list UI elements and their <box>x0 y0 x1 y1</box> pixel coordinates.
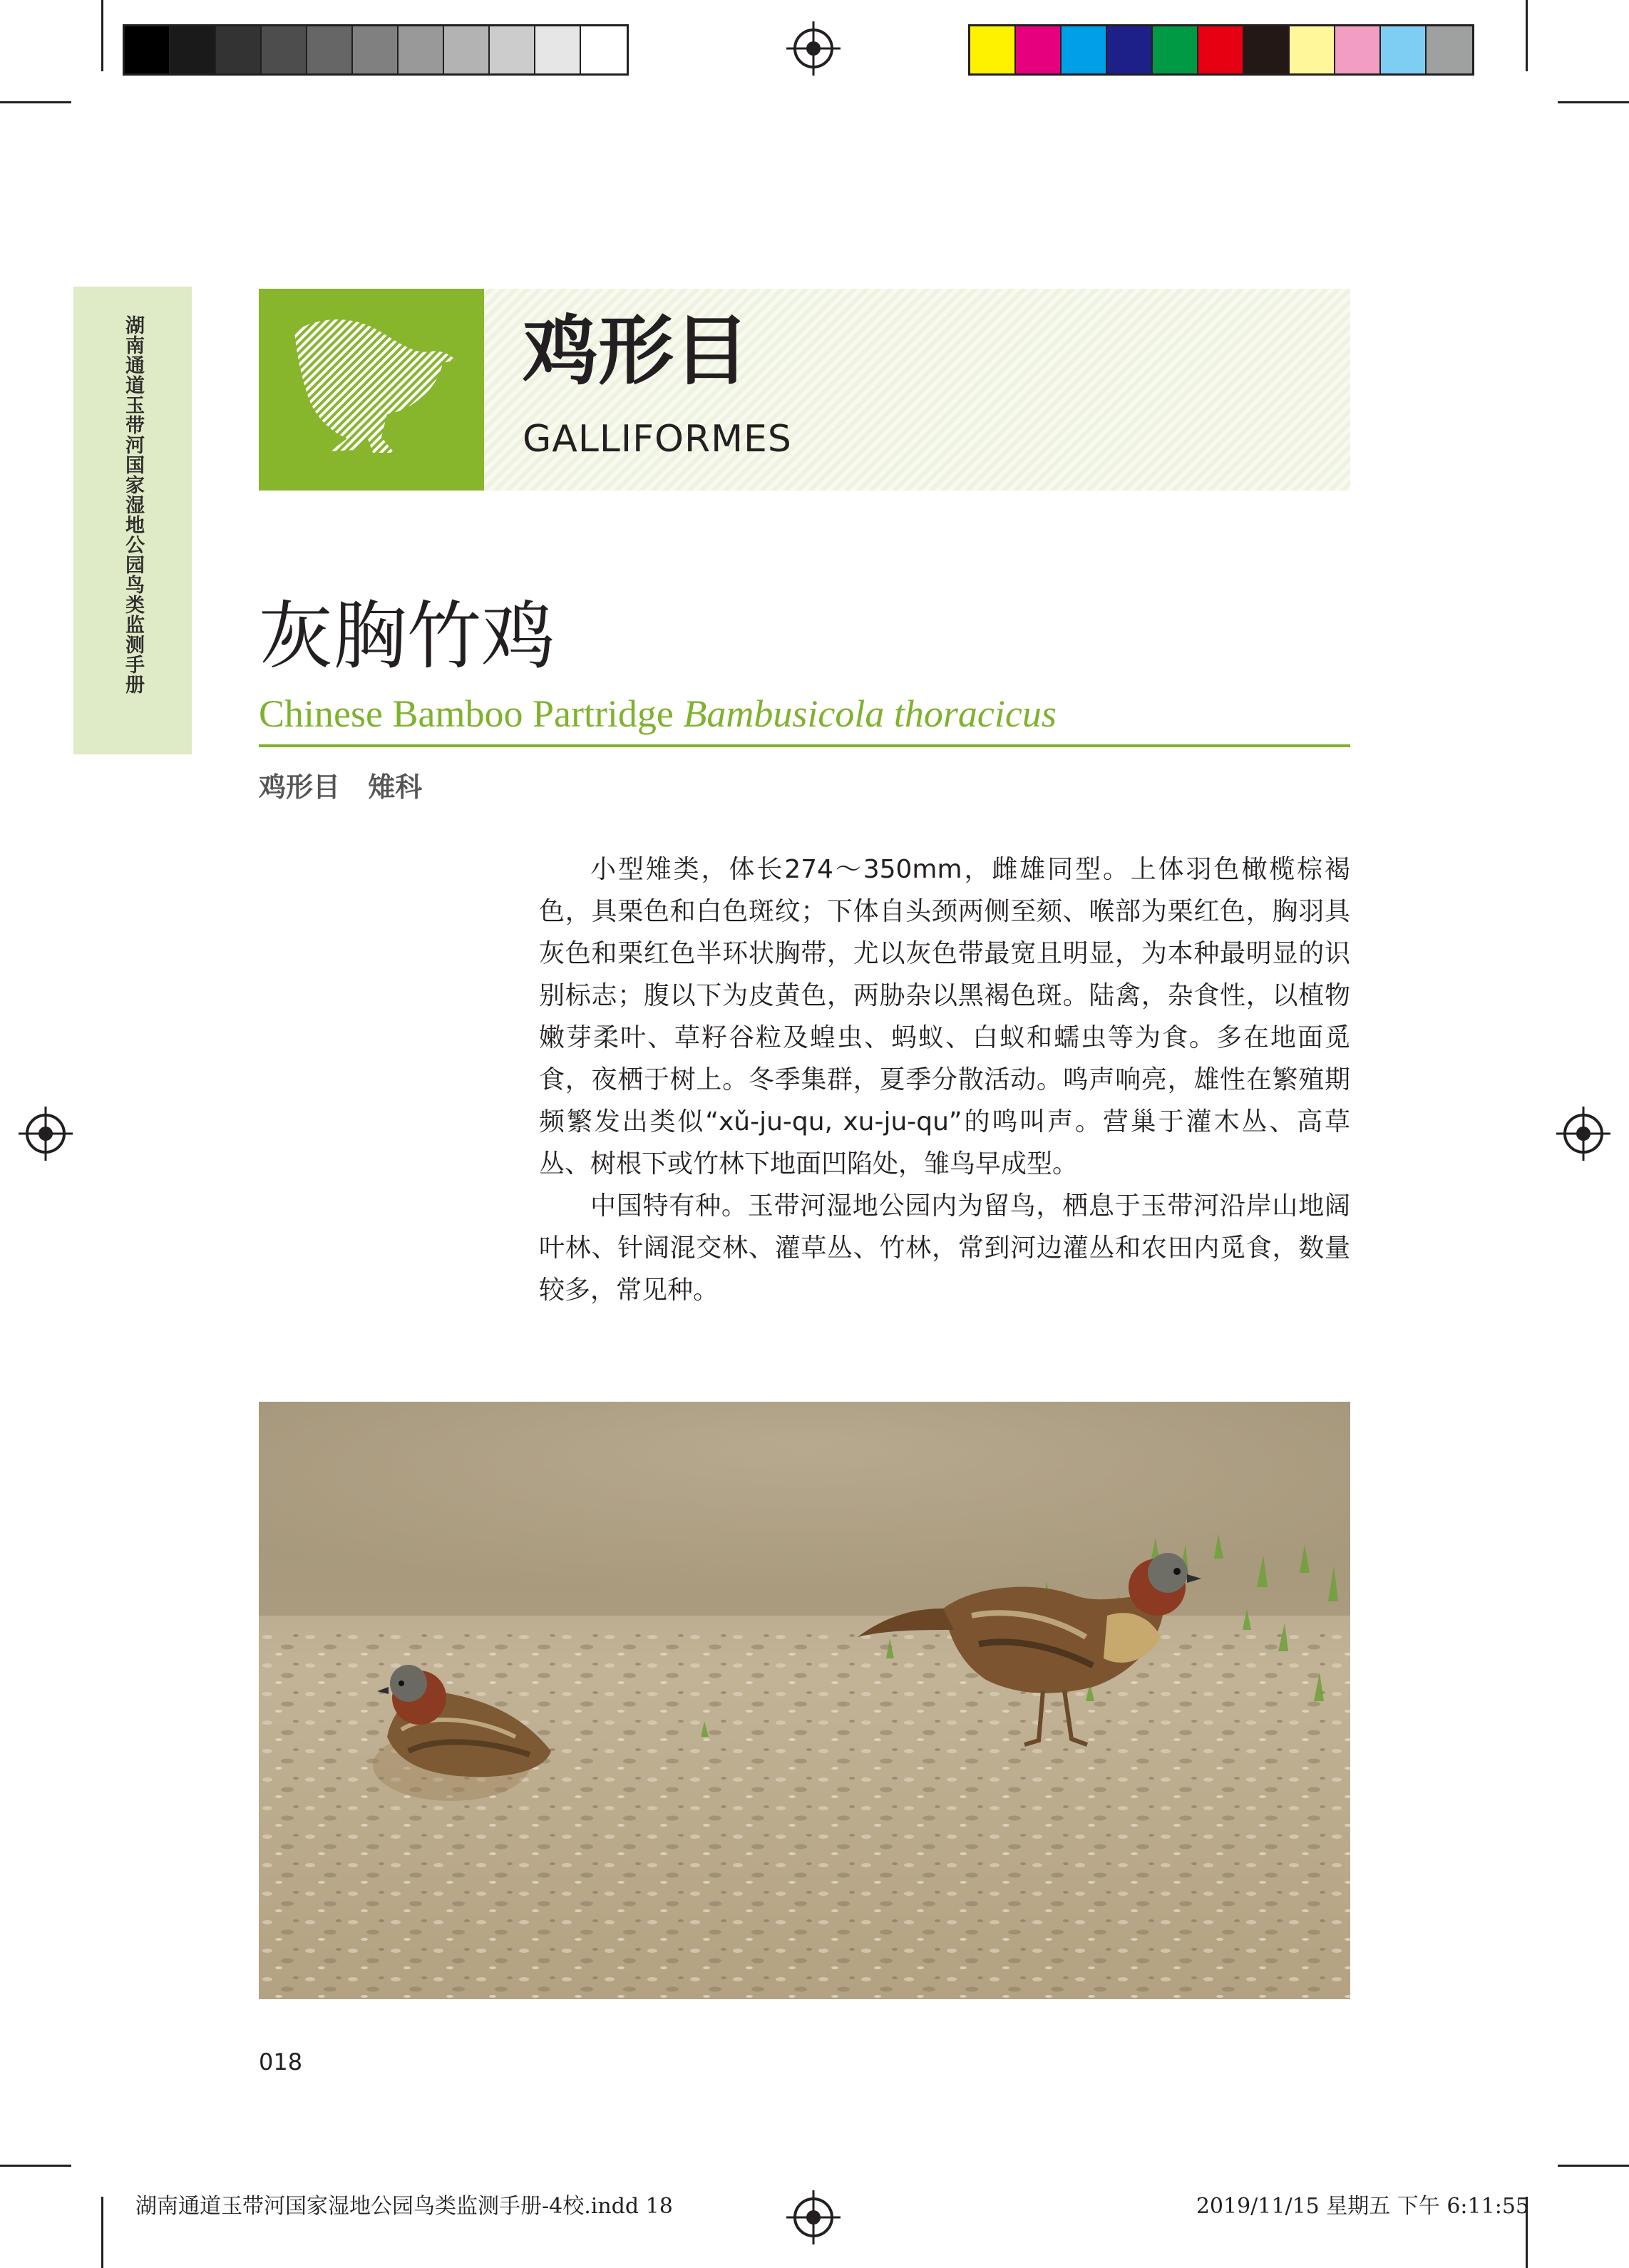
crop-mark <box>101 0 103 71</box>
color-swatch <box>1290 26 1335 73</box>
slug-file-info: 湖南通道玉带河国家湿地公园鸟类监测手册-4校.indd 18 <box>135 2194 673 2219</box>
color-swatch <box>1062 26 1107 73</box>
species-name-en <box>259 694 1057 733</box>
color-swatch <box>1335 26 1381 73</box>
species-name-cn: 灰胸竹鸡 <box>259 592 556 679</box>
color-swatch <box>1244 26 1290 73</box>
crop-mark <box>1526 0 1528 71</box>
registration-mark-icon <box>26 1114 66 1154</box>
color-swatch <box>535 26 581 73</box>
crop-mark <box>1558 2165 1629 2167</box>
color-swatch <box>490 26 535 73</box>
species-photo <box>259 1402 1350 1999</box>
title-divider <box>259 744 1350 747</box>
description-paragraph: 小型雉类，体长274～350mm，雌雄同型。上体羽色橄榄棕褐色，具栗色和白色斑纹；下体自头颈两侧至颏、喉部为栗红色，胸羽具灰色和栗红色半环状胸带，尤以灰色带最宽且明显，为本种最明显的识别标志；腹以下为皮黄色，两胁杂以黑褐色斑。陆禽，杂食性，以植物嫩芽柔叶、草籽谷粒及蝗虫、蚂蚁、白蚁和蠕虫等为食。多在地面觅食，夜栖于树上。冬季集群，夏季分散活动。鸣声响亮，雄性在繁殖期频繁发出类似“xǔ-ju-qu, xu-ju-qu”的鸣叫声。营巢于灌木丛、高草丛、树根下或竹林下地面凹陷处，雏鸟早成型。 <box>539 855 1350 1179</box>
taxonomy-label: 鸡形目 雉科 <box>259 771 423 803</box>
species-common-name: Chinese Bamboo Partridge <box>259 692 674 735</box>
description-paragraph: 中国特有种。玉带河湿地公园内为留鸟，栖息于玉带河沿岸山地阔叶林、针阔混交林、灌草丛、竹林，常到河边灌丛和农田内觅食，数量较多，常见种。 <box>539 1191 1350 1305</box>
color-swatch <box>399 26 444 73</box>
color-swatch <box>1016 26 1062 73</box>
color-swatch <box>1107 26 1153 73</box>
registration-mark-icon <box>793 2197 833 2237</box>
color-swatch <box>216 26 262 73</box>
slug-timestamp: 2019/11/15 星期五 下午 6:11:55 <box>1196 2194 1529 2219</box>
color-swatch <box>262 26 307 73</box>
book-title-vertical: 湖南通道玉带河国家湿地公园鸟类监测手册 <box>122 315 144 694</box>
species-latin-name: Bambusicola thoracicus <box>683 692 1057 735</box>
species-description <box>539 848 1350 1311</box>
crop-mark <box>101 2197 103 2268</box>
crop-mark <box>0 101 71 103</box>
color-swatch <box>1427 26 1472 73</box>
partridge-photo-illustration <box>259 1402 1350 1999</box>
color-swatch <box>307 26 353 73</box>
process-color-bar <box>968 24 1474 76</box>
order-name-cn: 鸡形目 <box>523 307 749 395</box>
crop-mark <box>0 2165 71 2167</box>
page-number: 018 <box>259 2048 303 2075</box>
order-icon-box <box>259 289 484 491</box>
crop-mark <box>1558 101 1629 103</box>
registration-mark-icon <box>793 29 833 68</box>
color-swatch <box>1198 26 1244 73</box>
color-swatch <box>970 26 1016 73</box>
side-tab <box>73 287 192 754</box>
gray-color-bar <box>123 24 629 76</box>
color-swatch <box>170 26 216 73</box>
color-swatch <box>581 26 627 73</box>
color-swatch <box>1153 26 1198 73</box>
order-name-en: GALLIFORMES <box>523 418 792 461</box>
color-swatch <box>444 26 490 73</box>
registration-mark-icon <box>1563 1114 1603 1154</box>
color-swatch <box>353 26 399 73</box>
bird-silhouette-icon <box>287 310 458 471</box>
color-swatch <box>1381 26 1427 73</box>
color-swatch <box>125 26 170 73</box>
